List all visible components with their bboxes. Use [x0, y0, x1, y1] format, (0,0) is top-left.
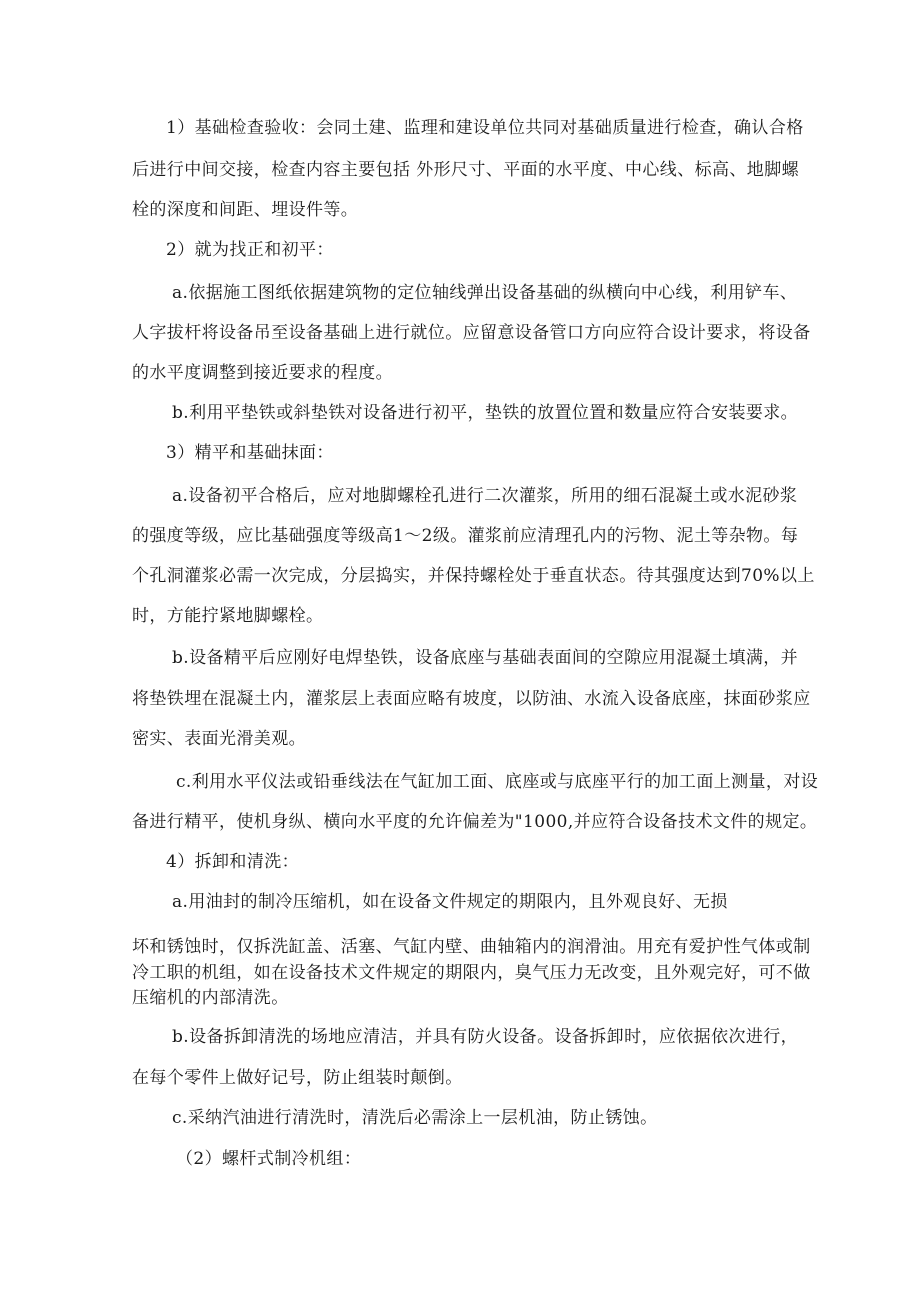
text-line: 3）精平和基础抹面： [166, 443, 334, 463]
text-line: c.利用水平仪法或铅垂线法在气缸加工面、底座或与底座平行的加工面上测量，对设 [176, 772, 819, 792]
text-line: 2）就为找正和初平： [166, 240, 334, 260]
text-line: 1）基础检查验收：会同土建、监理和建设单位共同对基础质量进行检查，确认合格 [166, 118, 804, 138]
text-line: 的水平度调整到接近要求的程度。 [132, 363, 393, 383]
text-line: 时，方能拧紧地脚螺栓。 [132, 606, 324, 626]
text-line: a.设备初平合格后，应对地脚螺栓孔进行二次灌浆，所用的细石混凝土或水泥砂浆 [172, 486, 798, 506]
text-line: 个孔洞灌浆必需一次完成，分层捣实，并保持螺栓处于垂直状态。待其强度达到70%以上 [132, 566, 815, 586]
text-line: b.利用平垫铁或斜垫铁对设备进行初平，垫铁的放置位置和数量应符合安装要求。 [172, 403, 799, 423]
text-line: c.采纳汽油进行清洗时，清洗后必需涂上一层机油，防止锈蚀。 [172, 1108, 658, 1128]
text-line: 4）拆卸和清洗： [166, 852, 300, 872]
text-line: 备进行精平，使机身纵、横向水平度的允许偏差为"1000,并应符合设备技术文件的规定。 [132, 812, 818, 832]
text-line: 在每个零件上做好记号，防止组装时颠倒。 [132, 1068, 463, 1088]
text-line: 人字拔杆将设备吊至设备基础上进行就位。应留意设备管口方向应符合设计要求，将设备 [132, 323, 811, 343]
text-line: （2）螺杆式制冷机组： [176, 1149, 362, 1169]
text-line: 将垫铁埋在混凝土内，灌浆层上表面应略有坡度，以防油、水流入设备底座，抹面砂浆应 [132, 689, 811, 709]
text-line: a.依据施工图纸依据建筑物的定位轴线弹出设备基础的纵横向中心线，利用铲车、 [172, 283, 798, 303]
text-line: a.用油封的制冷压缩机，如在设备文件规定的期限内，且外观良好、无损 [172, 892, 728, 912]
text-line: 后进行中间交接，检查内容主要包括 外形尺寸、平面的水平度、中心线、标高、地脚螺 [132, 160, 800, 180]
text-line: 栓的深度和间距、埋设件等。 [132, 200, 359, 220]
text-line: 的强度等级，应比基础强度等级高1～2级。灌浆前应清理孔内的污物、泥土等杂物。每 [132, 526, 799, 546]
text-line: 压缩机的内部清洗。 [132, 988, 289, 1008]
text-line: 密实、表面光滑美观。 [132, 729, 306, 749]
text-line: 冷工职的机组，如在设备技术文件规定的期限内，臭气压力无改变，且外观完好，可不做 [132, 963, 811, 983]
text-line: b.设备拆卸清洗的场地应清洁，并具有防火设备。设备拆卸时，应依据依次进行， [172, 1027, 799, 1047]
text-line: 坏和锈蚀时，仅拆洗缸盖、活塞、气缸内壁、曲轴箱内的润滑油。用充有爱护性气体或制 [132, 937, 811, 957]
text-line: b.设备精平后应刚好电焊垫铁，设备底座与基础表面间的空隙应用混凝土填满，并 [172, 648, 799, 668]
